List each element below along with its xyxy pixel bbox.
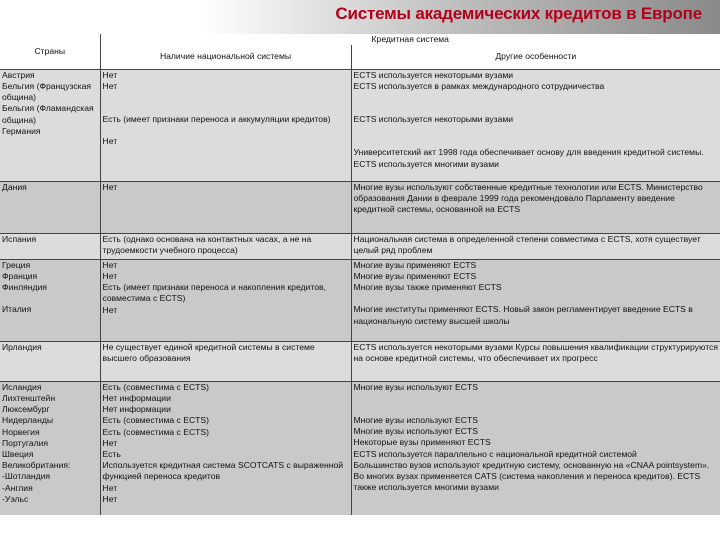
national-system-cell: Есть (однако основана на контактных часах, а не на трудоемкости учебного процесса) bbox=[100, 233, 351, 259]
other-features-cell: ECTS используется некоторыми вузами Курсы повышения квалификации структурируются на основе кредитной системы, что обеспечивает их прогресс bbox=[351, 341, 720, 381]
national-system-cell: Нет Нет Есть (имеет признаки переноса и аккумуляции кредитов) Нет bbox=[100, 69, 351, 181]
table-row bbox=[0, 233, 720, 259]
header-credit-system: Кредитная система bbox=[100, 34, 720, 45]
table-row bbox=[0, 259, 720, 341]
table-row bbox=[0, 381, 720, 515]
title-bar bbox=[0, 0, 720, 34]
credit-systems-table bbox=[0, 34, 720, 515]
other-features-cell: Национальная система в определенной степени совместима с ECTS, хотя существует целый ряд проблем bbox=[351, 233, 720, 259]
header-countries: Страны bbox=[0, 34, 100, 69]
other-features-cell: ECTS используется некоторыми вузами ECTS используется в рамках международного сотрудничества ECTS используется некоторыми вузами Университетский акт 1998 года обеспечивает основу для введения кредитной системы. ECTS используется многими вузами bbox=[351, 69, 720, 181]
header-national-system: Наличие национальной системы bbox=[100, 45, 351, 69]
countries-cell: Греция Франция Финляндия Италия bbox=[0, 259, 100, 341]
table-row bbox=[0, 181, 720, 233]
countries-cell: Австрия Бельгия (Французская община) Бельгия (Фламандская община) Германия bbox=[0, 69, 100, 181]
countries-cell: Ирландия bbox=[0, 341, 100, 381]
other-features-cell: Многие вузы применяют ECTS Многие вузы применяют ECTS Многие вузы также применяют ECTS Многие институты применяют ECTS. Новый закон регламентирует введение ECTS в национальную систему высшей школы bbox=[351, 259, 720, 341]
other-features-cell: Многие вузы используют ECTS Многие вузы используют ECTS Многие вузы используют ECTS Некоторые вузы применяют ECTS ECTS используется параллельно с национальной кредитной системой Большинство вузов используют кредитную систему, основанную на «CNAA pointsystem». Во многих вузах применяется CATS (система накопления и переноса кредитов). ECTS также используется многими вузами bbox=[351, 381, 720, 515]
countries-cell: Испания bbox=[0, 233, 100, 259]
header-other-features: Другие особенности bbox=[351, 45, 720, 69]
table-row bbox=[0, 69, 720, 181]
other-features-cell: Многие вузы используют собственные кредитные технологии или ECTS. Министерство образования Дании в феврале 1999 года рекомендовало Парламенту введение кредитной системы, основанной на ECTS bbox=[351, 181, 720, 233]
countries-cell: Дания bbox=[0, 181, 100, 233]
national-system-cell: Нет Нет Есть (имеет признаки переноса и накопления кредитов, совместима с ECTS) Нет bbox=[100, 259, 351, 341]
national-system-cell: Есть (совместима с ECTS) Нет информации Нет информации Есть (совместима с ECTS) Есть (совместима с ECTS) Нет Есть Используется кредитная система SCOTCATS с выраженной функцией переноса кредитов Нет Нет bbox=[100, 381, 351, 515]
national-system-cell: Не существует единой кредитной системы в системе высшего образования bbox=[100, 341, 351, 381]
countries-cell: Исландия Лихтенштейн Люксембург Нидерланды Норвегия Португалия Швеция Великобритания: -Шотландия -Англия -Уэльс bbox=[0, 381, 100, 515]
table-row bbox=[0, 341, 720, 381]
page-title: Системы академических кредитов в Европе bbox=[335, 4, 702, 23]
national-system-cell: Нет bbox=[100, 181, 351, 233]
